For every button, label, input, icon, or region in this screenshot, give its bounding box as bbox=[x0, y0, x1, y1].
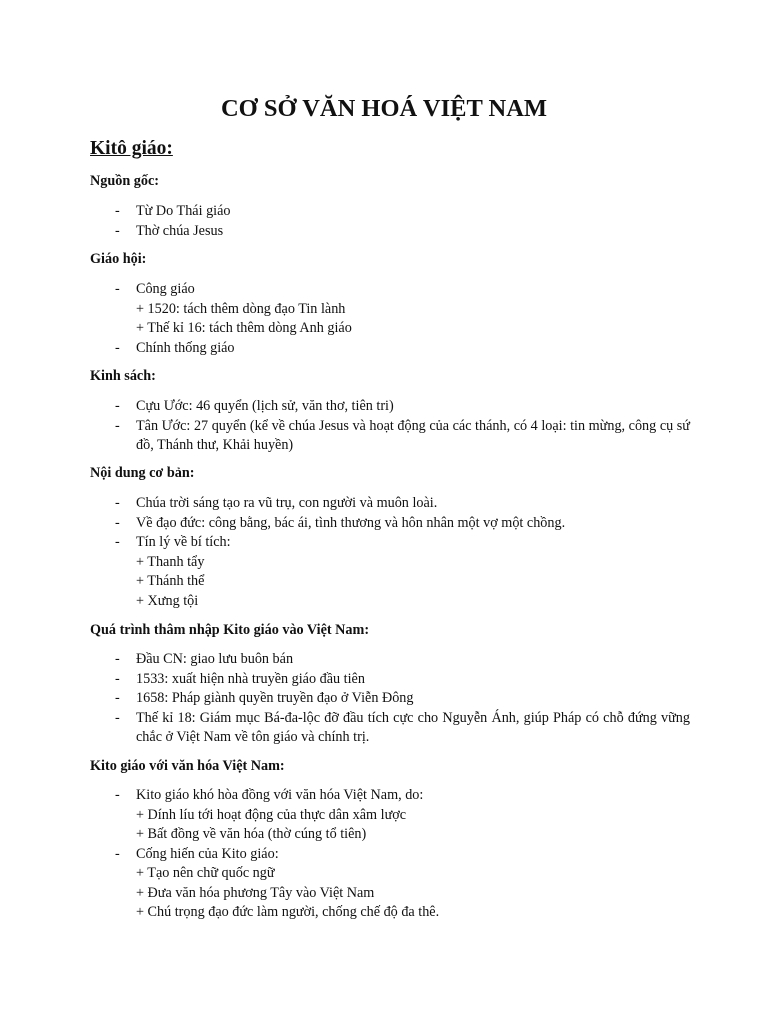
list-item bbox=[90, 533, 690, 611]
list-item bbox=[90, 670, 690, 690]
list-item-text: Cựu Ước: 46 quyển (lịch sử, văn thơ, tiên tri) bbox=[136, 398, 394, 414]
list-item-text: Chúa trời sáng tạo ra vũ trụ, con người và muôn loài. bbox=[136, 495, 438, 511]
list-item bbox=[90, 280, 690, 339]
bullet-dash: - bbox=[115, 690, 120, 706]
subheading-qua-trinh-tham-nhap: Quá trình thâm nhập Kito giáo vào Việt Nam: bbox=[90, 622, 370, 638]
list-item-text: Về đạo đức: công bằng, bác ái, tình thương và hôn nhân một vợ một chồng. bbox=[136, 514, 566, 531]
list-item bbox=[90, 339, 690, 359]
bullet-dash: - bbox=[115, 495, 120, 511]
bullet-dash: - bbox=[115, 651, 120, 667]
list-item-text: 1533: xuất hiện nhà truyền giáo đầu tiên bbox=[136, 670, 365, 687]
list-sub-item: + Thánh thể bbox=[136, 573, 205, 589]
list-item bbox=[90, 397, 690, 417]
list-item bbox=[90, 689, 690, 709]
list-noi-dung-co-ban bbox=[90, 494, 690, 611]
list-sub-item: + Thanh tẩy bbox=[136, 553, 205, 570]
bullet-dash: - bbox=[115, 670, 120, 687]
subheading-giao-hoi: Giáo hội: bbox=[90, 251, 147, 267]
list-item-text: Thế kỉ 18: Giám mục Bá-đa-lộc đỡ đầu tích cực cho Nguyễn Ánh, giúp Pháp có chỗ đứng vững chắc ở Việt Nam về tôn giáo và chính trị. bbox=[136, 709, 690, 745]
list-sub-item: + Thế kỉ 16: tách thêm dòng Anh giáo bbox=[136, 320, 352, 336]
list-item-text: Kito giáo khó hòa đồng với văn hóa Việt Nam, do: bbox=[136, 787, 424, 803]
list-item bbox=[90, 202, 690, 222]
list-item bbox=[90, 786, 690, 845]
list-item bbox=[90, 650, 690, 670]
bullet-dash: - bbox=[115, 514, 120, 531]
list-item-text: Công giáo bbox=[136, 281, 195, 297]
list-item-text: Cống hiến của Kito giáo: bbox=[136, 845, 279, 862]
bullet-dash: - bbox=[115, 398, 120, 414]
list-item-text: Thờ chúa Jesus bbox=[136, 222, 224, 239]
list-giao-hoi bbox=[90, 280, 690, 358]
subheading-nguon-goc: Nguồn gốc: bbox=[90, 173, 159, 189]
list-sub-item: + 1520: tách thêm dòng đạo Tin lành bbox=[136, 300, 346, 317]
list-item-text: Chính thống giáo bbox=[136, 339, 235, 356]
bullet-dash: - bbox=[115, 339, 120, 356]
list-item-text: Tín lý về bí tích: bbox=[136, 534, 231, 550]
list-item bbox=[90, 417, 690, 456]
list-sub-item: + Tạo nên chữ quốc ngữ bbox=[136, 865, 275, 881]
bullet-dash: - bbox=[115, 534, 120, 550]
bullet-dash: - bbox=[115, 417, 120, 434]
list-item bbox=[90, 494, 690, 514]
section-heading-kito-giao: Kitô giáo: bbox=[90, 138, 173, 159]
subheading-kito-giao-van-hoa: Kito giáo với văn hóa Việt Nam: bbox=[90, 758, 285, 774]
list-item-text: Đầu CN: giao lưu buôn bán bbox=[136, 651, 294, 667]
bullet-dash: - bbox=[115, 845, 120, 862]
list-sub-item: + Dính líu tới hoạt động của thực dân xâm lược bbox=[136, 806, 407, 823]
list-item bbox=[90, 222, 690, 242]
subheading-noi-dung-co-ban: Nội dung cơ bản: bbox=[90, 465, 195, 481]
bullet-dash: - bbox=[115, 203, 120, 219]
list-kito-giao-van-hoa bbox=[90, 786, 690, 923]
list-item-text: 1658: Pháp giành quyền truyền đạo ở Viễn Đông bbox=[136, 690, 414, 706]
list-nguon-goc bbox=[90, 202, 690, 241]
bullet-dash: - bbox=[115, 709, 120, 726]
bullet-dash: - bbox=[115, 787, 120, 803]
list-sub-item: + Đưa văn hóa phương Tây vào Việt Nam bbox=[136, 884, 375, 901]
list-sub-item: + Xưng tội bbox=[136, 592, 199, 609]
list-item-text: Tân Ước: 27 quyển (kể về chúa Jesus và hoạt động của các thánh, có 4 loại: tin mừng, công cụ sứ đồ, Thánh thư, Khải huyền) bbox=[136, 417, 690, 453]
list-qua-trinh-tham-nhap bbox=[90, 650, 690, 748]
list-item-text: Từ Do Thái giáo bbox=[136, 203, 231, 219]
document-title: CƠ SỞ VĂN HOÁ VIỆT NAM bbox=[220, 95, 548, 122]
bullet-dash: - bbox=[115, 281, 120, 297]
list-sub-item: + Bất đồng về văn hóa (thờ cúng tổ tiên) bbox=[136, 826, 367, 842]
list-item bbox=[90, 845, 690, 923]
bullet-dash: - bbox=[115, 222, 120, 239]
list-item bbox=[90, 709, 690, 748]
list-kinh-sach bbox=[90, 397, 690, 456]
subheading-kinh-sach: Kinh sách: bbox=[90, 368, 156, 384]
list-item bbox=[90, 514, 690, 534]
list-sub-item: + Chú trọng đạo đức làm người, chống chế độ đa thê. bbox=[136, 904, 440, 920]
